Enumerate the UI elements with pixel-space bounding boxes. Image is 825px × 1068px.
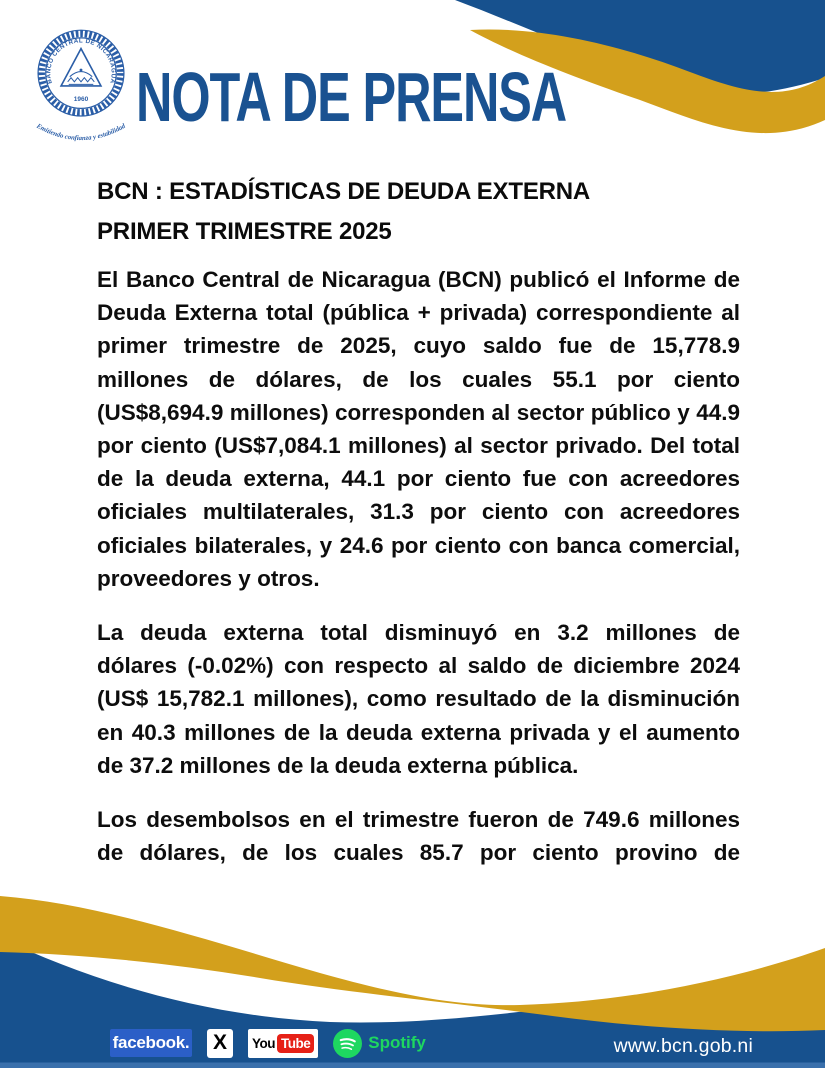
social-media-row (110, 1026, 426, 1060)
logo-year: 1960 (73, 96, 89, 104)
footer-bottom-strip (0, 1063, 825, 1068)
document-title-line1: BCN : ESTADÍSTICAS DE DEUDA EXTERNA (97, 178, 591, 205)
x-label: X (212, 1031, 227, 1054)
banner-title: NOTA DE PRENSA (136, 58, 567, 136)
bcn-logo (24, 22, 138, 160)
spotify-label: Spotify (368, 1033, 426, 1052)
youtube-tube-label: Tube (277, 1034, 314, 1053)
spotify-glyph-icon (333, 1029, 362, 1058)
document-title (97, 172, 757, 252)
website-url[interactable]: www.bcn.gob.ni (613, 1035, 753, 1057)
document-body (97, 263, 740, 890)
paragraph-1: El Banco Central de Nicaragua (BCN) publicó el Informe de Deuda Externa total (pública + privada) correspondiente al primer trimestre de 2025, cuyo saldo fue de 15,778.9 millones de dólares, de los cuales 55.1 por ciento (US$8,694.9 millones) corresponden al sector público y 44.9 por ciento (US$7,084.1 millones) al sector privado. Del total de la deuda externa, 44.1 por ciento fue con acreedores oficiales multilaterales, 31.3 por ciento con acreedores oficiales bilaterales, y 24.6 por ciento con banca comercial, proveedores y otros. (97, 267, 740, 591)
facebook-icon[interactable] (110, 1029, 192, 1057)
youtube-icon[interactable] (248, 1029, 318, 1058)
facebook-label: facebook. (112, 1033, 190, 1052)
logo-motto: Emitiendo confianza y estabilidad (35, 122, 127, 143)
x-twitter-icon[interactable] (207, 1029, 233, 1058)
svg-text:Emitiendo confianza y estabili (34, 122, 127, 142)
paragraph-3: Los desembolsos en el trimestre fueron de 749.6 millones de dólares, de los cuales 85.7 por ciento provino de (97, 807, 740, 866)
logo-ring-text: BANCO CENTRAL DE NICARAGUA (45, 37, 117, 85)
spotify-icon[interactable] (333, 1029, 426, 1058)
paragraph-2: La deuda externa total disminuyó en 3.2 millones de dólares (-0.02%) con respecto al saldo de diciembre 2024 (US$ 15,782.1 millones), como resultado de la disminución en 40.3 millones de la deuda externa privada y el aumento de 37.2 millones de la deuda externa pública. (97, 620, 740, 778)
youtube-you-label: You (252, 1035, 275, 1051)
document-title-line2: PRIMER TRIMESTRE 2025 (97, 218, 392, 245)
